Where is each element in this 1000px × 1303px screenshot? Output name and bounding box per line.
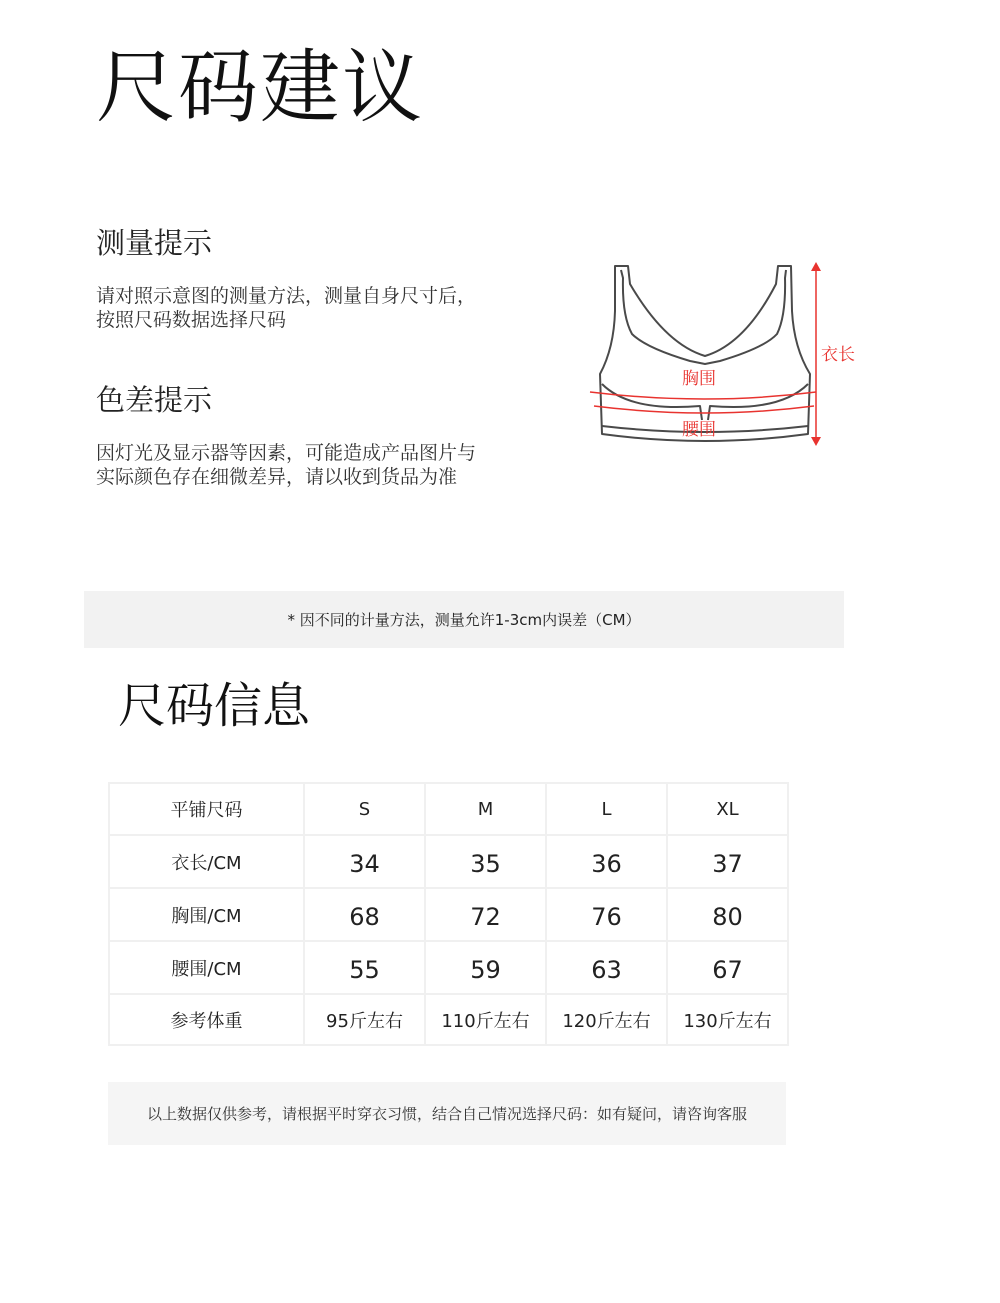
length-label: 衣长 xyxy=(821,345,855,365)
footer-note: 以上数据仅供参考，请根据平时穿衣习惯，结合自己情况选择尺码：如有疑问，请咨询客服 xyxy=(108,1082,786,1145)
size-header: XL xyxy=(667,783,788,835)
size-header: M xyxy=(425,783,546,835)
row-label: 胸围/CM xyxy=(109,888,304,941)
table-cell: 55 xyxy=(304,941,425,994)
table-cell: 63 xyxy=(546,941,667,994)
table-cell: 37 xyxy=(667,835,788,888)
table-row xyxy=(109,888,788,941)
table-cell: 35 xyxy=(425,835,546,888)
table-cell: 110斤左右 xyxy=(425,994,546,1045)
table-header-row xyxy=(109,783,788,835)
page-title: 尺码建议 xyxy=(96,41,424,134)
table-cell: 34 xyxy=(304,835,425,888)
measure-tip-line: 请对照示意图的测量方法，测量自身尺寸后， xyxy=(96,285,477,307)
table-cell: 68 xyxy=(304,888,425,941)
color-tip-text xyxy=(96,441,566,489)
table-row xyxy=(109,941,788,994)
table-row xyxy=(109,835,788,888)
color-tip-line: 因灯光及显示器等因素，可能造成产品图片与 xyxy=(96,442,477,464)
bra-measurement-diagram xyxy=(580,256,870,456)
table-cell: 67 xyxy=(667,941,788,994)
size-header: S xyxy=(304,783,425,835)
table-row xyxy=(109,994,788,1045)
table-header-label: 平铺尺码 xyxy=(109,783,304,835)
table-cell: 120斤左右 xyxy=(546,994,667,1045)
table-cell: 80 xyxy=(667,888,788,941)
table-cell: 36 xyxy=(546,835,667,888)
arrow-down-icon xyxy=(811,437,821,446)
measure-tip-heading: 测量提示 xyxy=(96,226,213,260)
waist-label: 腰围 xyxy=(682,420,716,440)
bra-outline-icon xyxy=(600,266,810,441)
table-cell: 95斤左右 xyxy=(304,994,425,1045)
row-label: 腰围/CM xyxy=(109,941,304,994)
size-table xyxy=(108,782,789,1046)
table-cell: 76 xyxy=(546,888,667,941)
arrow-up-icon xyxy=(811,262,821,271)
table-cell: 59 xyxy=(425,941,546,994)
color-tip-line: 实际颜色存在细微差异，请以收到货品为准 xyxy=(96,466,458,488)
table-cell: 130斤左右 xyxy=(667,994,788,1045)
color-tip-heading: 色差提示 xyxy=(96,383,213,417)
waist-measure-line xyxy=(594,406,814,413)
row-label: 衣长/CM xyxy=(109,835,304,888)
table-cell: 72 xyxy=(425,888,546,941)
measure-tip-text xyxy=(96,284,566,332)
measure-tip-line: 按照尺码数据选择尺码 xyxy=(96,309,287,331)
size-info-title: 尺码信息 xyxy=(118,678,311,734)
row-label: 参考体重 xyxy=(109,994,304,1045)
size-header: L xyxy=(546,783,667,835)
measurement-note: * 因不同的计量方法，测量允许1-3cm内误差（CM） xyxy=(84,591,844,648)
chest-label: 胸围 xyxy=(682,369,716,389)
